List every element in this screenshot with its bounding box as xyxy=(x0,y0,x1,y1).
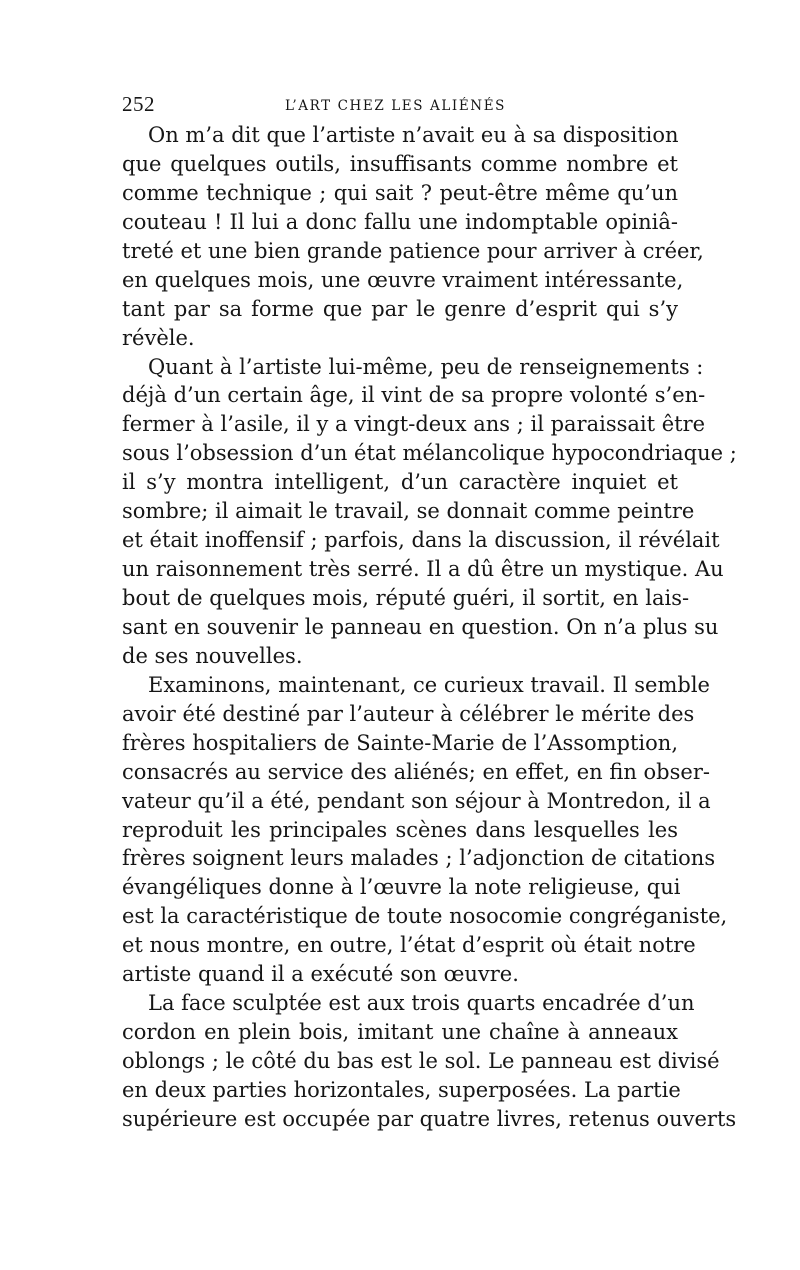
text-line: avoir été destiné par l’auteur à célébrer le mérite des xyxy=(122,701,695,726)
running-head: L’ART CHEZ LES ALIÉNÉS xyxy=(285,98,506,114)
text-line: On m’a dit que l’artiste n’avait eu à sa disposition xyxy=(148,123,679,147)
text-line: il s’y montra intelligent, d’un caractère inquiet et xyxy=(122,470,678,495)
text-line: en quelques mois, une œuvre vraiment intéressante, xyxy=(122,267,684,292)
text-line: oblongs ; le côté du bas est le sol. Le panneau est divisé xyxy=(122,1049,720,1073)
text-line: sombre; il aimait le travail, se donnait comme peintre xyxy=(122,499,695,524)
text-line: fermer à l’asile, il y a vingt-deux ans ; il paraissait être xyxy=(122,412,706,437)
text-line: révèle. xyxy=(122,325,195,350)
text-line: évangéliques donne à l’œuvre la note religieuse, qui xyxy=(122,875,681,900)
text-line: reproduit les principales scènes dans lesquelles les xyxy=(122,817,678,842)
text-line: couteau ! Il lui a donc fallu une indomptable opiniâ- xyxy=(122,209,678,234)
text-line: tant par sa forme que par le genre d’esprit qui s’y xyxy=(122,296,678,321)
text-line: déjà d’un certain âge, il vint de sa propre volonté s’en- xyxy=(122,383,706,408)
page-number: 252 xyxy=(122,92,155,116)
text-line: de ses nouvelles. xyxy=(122,643,303,668)
text-line: supérieure est occupée par quatre livres, retenus ouverts xyxy=(122,1106,737,1131)
text-line: et était inoffensif ; parfois, dans la discussion, il révélait xyxy=(122,528,720,553)
text-line: consacrés au service des aliénés; en effet, en fin obser- xyxy=(122,759,710,784)
text-line: frères hospitaliers de Sainte-Marie de l’Assomption, xyxy=(122,730,678,755)
text-line: artiste quand il a exécuté son œuvre. xyxy=(122,962,519,987)
text-line: en deux parties horizontales, superposées. La partie xyxy=(122,1077,681,1102)
text-line: comme technique ; qui sait ? peut-être même qu’un xyxy=(122,180,678,205)
page-header xyxy=(122,92,678,122)
text-line: cordon en plein bois, imitant une chaîne à anneaux xyxy=(122,1020,678,1045)
text-line: sous l’obsession d’un état mélancolique hypocondriaque ; xyxy=(122,441,737,466)
text-line: frères soignent leurs malades ; l’adjonction de citations xyxy=(122,846,716,871)
text-line: que quelques outils, insuffisants comme nombre et xyxy=(122,151,678,176)
text-line: est la caractéristique de toute nosocomie congréganiste, xyxy=(122,904,728,929)
text-line: vateur qu’il a été, pendant son séjour à Montredon, il a xyxy=(122,788,711,813)
body-text xyxy=(122,121,737,1134)
text-line: La face sculptée est aux trois quarts encadrée d’un xyxy=(148,991,695,1016)
text-line: treté et une bien grande patience pour arriver à créer, xyxy=(122,238,704,263)
text-line: bout de quelques mois, réputé guéri, il sortit, en lais- xyxy=(122,586,690,610)
text-line: et nous montre, en outre, l’état d’esprit où était notre xyxy=(122,933,696,958)
text-line: Examinons, maintenant, ce curieux travail. Il semble xyxy=(148,672,710,697)
text-line: Quant à l’artiste lui-même, peu de renseignements : xyxy=(148,354,704,379)
text-line: sant en souvenir le panneau en question. On n’a plus su xyxy=(122,614,719,639)
text-line: un raisonnement très serré. Il a dû être un mystique. Au xyxy=(122,557,724,582)
